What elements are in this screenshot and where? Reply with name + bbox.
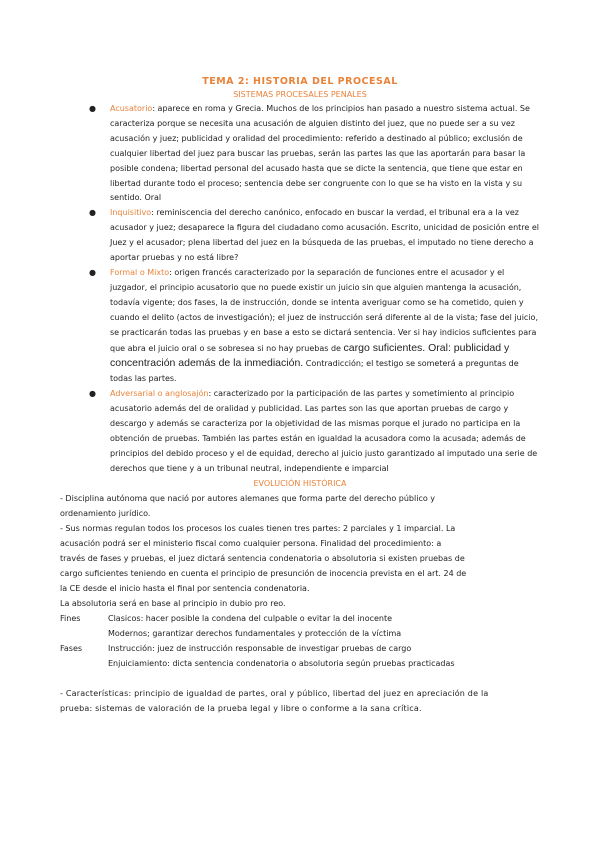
bullet-icon: ●: [89, 267, 96, 277]
history-line: ordenamiento jurídico.: [60, 508, 151, 518]
list-item-inquisitivo: [89, 206, 540, 266]
fases-row: [60, 641, 540, 656]
term-inquisitivo: Inquisitivo: [110, 208, 152, 218]
text-inquisitivo: : reminiscencia del derecho canónico, enfocado en buscar la verdad, el tribunal era a la vez acusador y juez; desaparece la figura del ciudadano como acusación. Escrito, unicidad de posición entre el Juez y el acusador; plena libertad del juez en la búsqueda de las pruebas, el imputado no tiene derecho a aportar pruebas y no está libre?: [110, 208, 539, 263]
fines-line-2: Modernos; garantizar derechos fundamentales y protección de la víctima: [108, 628, 402, 638]
history-line: la CE desde el inicio hasta el final por sentencia condenatoria.: [60, 583, 310, 593]
features-line-2: prueba: sistemas de valoración de la prueba legal y libre o conforme a la sana crítica.: [60, 703, 422, 713]
history-line: La absolutoria será en base al principio in dubio pro reo.: [60, 598, 286, 608]
fines-row: [60, 611, 540, 626]
text-acusatorio: : aparece en roma y Grecia. Muchos de los principios han pasado a nuestro sistema actual. Se caracteriza porque se necesita una acusación de alguien distinto del juez, que no puede ser a su vez acusación y juez; publicidad y oralidad del procedimiento: referido a destinado al público; exclusión de cualquier libertad del juez para buscar las pruebas, serán las partes las que las aportarán para basar la posible condena; libertad personal del acusado hasta que se dicte la sentencia, que tiene que estar en libertad durante todo el proceso; sentencia debe ser congruente con lo que se ha visto en la vista y su sentido. Oral: [110, 104, 530, 203]
text-mixto: : origen francés caracterizado por la separación de funciones entre el acusador y el juzgador, el principio acusatorio que no puede existir un juicio sin que alguien mantenga la acusación, todavía vigente; dos fases, la de instrucción, donde se intenta averiguar como se ha cometido, quien y cuando el delito (actos de investigación); el juez de instrucción será diferente al de la vista; fase del juicio, se practicarán todas las pruebas y en base a esto se dictará sentencia. Ver si hay indicios suficientes para que abra el juicio oral o se sobresea si no hay pruebas de: [110, 267, 538, 353]
history-line: cargo suficientes teniendo en cuenta el principio de presunción de inocencia prevista en el art. 24 de: [60, 568, 467, 578]
fases-row-2: [60, 656, 540, 671]
term-mixto: Formal o Mixto: [110, 267, 170, 277]
term-adversarial: Adversarial o anglosajón: [110, 389, 209, 399]
text-mixto-after: Contradicción; el testigo se someterá a preguntas de todas las partes.: [110, 359, 519, 384]
features-line-1: - Características: principio de igualdad de partes, oral y público, libertad del juez en apreciación de la: [60, 688, 489, 698]
list-item-adversarial: [89, 387, 540, 476]
fases-line-1: Instrucción: juez de instrucción responsable de investigar pruebas de cargo: [108, 643, 412, 653]
document-subtitle: SISTEMAS PROCESALES PENALES: [233, 90, 367, 99]
bullet-icon: ●: [89, 104, 96, 113]
document-title: TEMA 2: HISTORIA DEL PROCESAL: [202, 76, 398, 87]
history-line: - Disciplina autónoma que nació por autores alemanes que forma parte del derecho público y: [60, 493, 436, 503]
fases-line-2: Enjuiciamiento: dicta sentencia condenatoria o absolutoria según pruebas practicadas: [108, 658, 455, 668]
section-heading-evolucion: EVOLUCIÓN HISTÓRICA: [253, 478, 347, 488]
list-item-acusatorio: [89, 102, 540, 206]
fines-row-2: [60, 626, 540, 641]
systems-list: [60, 102, 540, 477]
bullet-icon: ●: [89, 208, 96, 218]
history-line: - Sus normas regulan todos los procesos los cuales tienen tres partes: 2 parciales y 1 imparcial. La: [60, 523, 456, 533]
fines-line-1: Clasicos: hacer posible la condena del culpable o evitar la del inocente: [108, 613, 393, 623]
fases-label: Fases: [60, 643, 83, 653]
text-mixto-large: cargo suficientes. Oral: publicidad y concentración además de la inmediación.: [110, 341, 510, 370]
fines-label: Fines: [60, 613, 81, 623]
history-line: través de fases y pruebas, el juez dictará sentencia condenatoria o absolutoria si existen pruebas de: [60, 553, 465, 563]
term-acusatorio: Acusatorio: [110, 104, 153, 113]
history-line: acusación podrá ser el ministerio fiscal como cualquier persona. Finalidad del procedimiento: a: [60, 538, 442, 548]
list-item-mixto: [89, 266, 540, 387]
text-adversarial: : caracterizado por la participación de las partes y sometimiento al principio acusatorio además del de oralidad y publicidad. Las partes son las que aportan pruebas de cargo y descargo y además se caracteriza por la objetividad de las mismas porque el jurado no participa en la obtención de pruebas. También las partes están en igualdad la acusadora como la acusada; además de principios del debido proceso y el de equidad, derecho al juicio justo garantizado al imputado una serie de derechos que tiene y a un tribunal neutral, independiente e imparcial: [110, 389, 538, 473]
bullet-icon: ●: [89, 389, 96, 399]
